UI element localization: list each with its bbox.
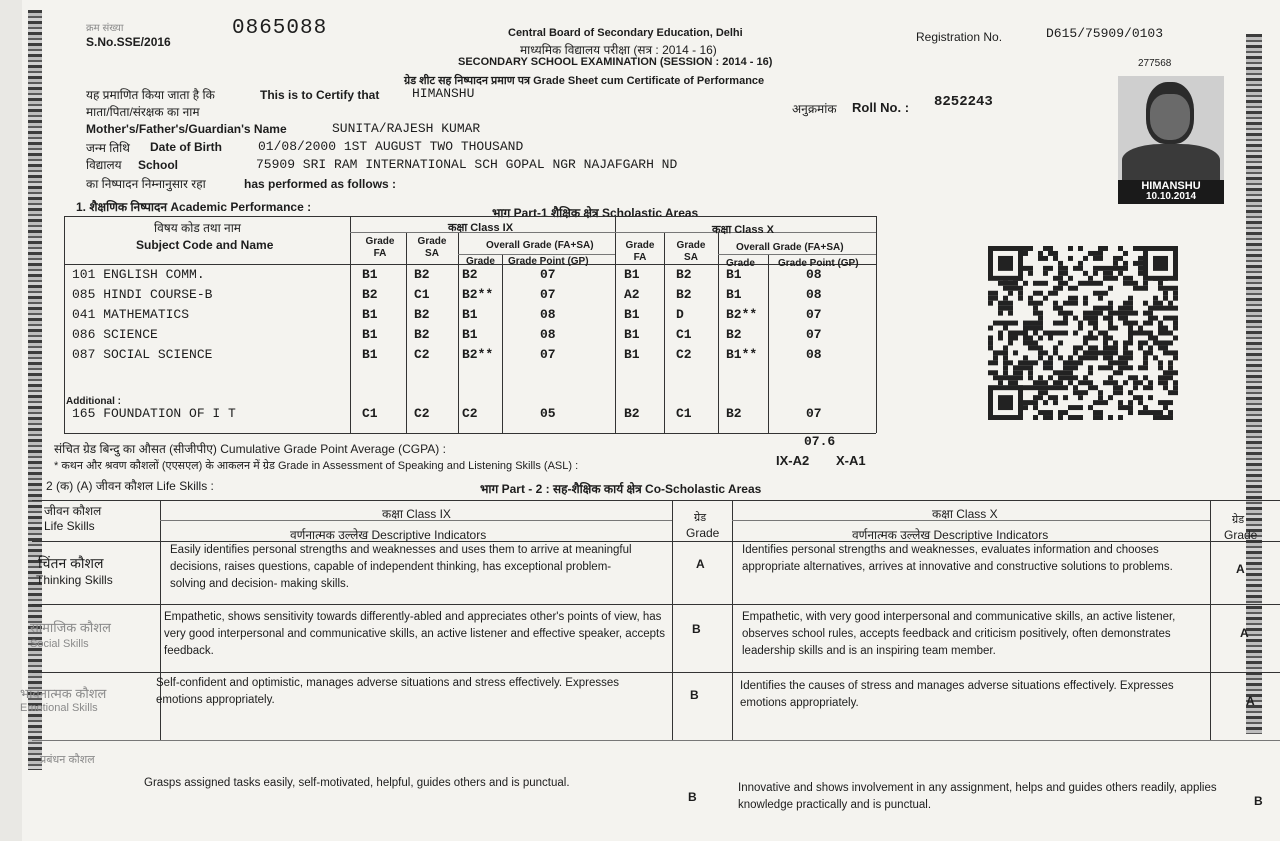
overall-header-x: Overall Grade (FA+SA) xyxy=(736,242,844,253)
part2-class-x-header: कक्षा Class X xyxy=(932,507,998,521)
school-label: School xyxy=(138,158,179,172)
class-ix-grade-point: 07 xyxy=(540,267,556,282)
thinking-skills-grade-ix: A xyxy=(696,557,705,571)
class-ix-overall-grade: B1 xyxy=(462,327,478,342)
class-ix-grade-fa: B1 xyxy=(362,347,378,362)
co-scholastic-heading: भाग Part - 2 : सह-शैक्षिक कार्य क्षेत्र Co-Scholastic Areas xyxy=(480,482,762,496)
part2-grade-x: Grade xyxy=(1224,528,1258,542)
class-x-overall-grade: B2 xyxy=(726,406,742,421)
class-ix-grade-sa: C1 xyxy=(414,287,430,302)
social-skills-hindi: सामाजिक कौशल xyxy=(30,620,111,635)
class-x-grade-fa: B2 xyxy=(624,406,640,421)
class-x-grade-sa: C2 xyxy=(676,347,692,362)
sheet-title: ग्रेड शीट सह निष्पादन प्रमाण पत्र Grade Sheet cum Certificate of Performance xyxy=(404,75,765,87)
class-ix-grade-fa: B1 xyxy=(362,267,378,282)
thinking-skills-desc-ix: Easily identifies personal strengths and weaknesses and uses them to arrive at meaningful decisions, raises questions, capable of independent thinking, has exceptional problem- solving and decision- making skills. xyxy=(170,544,632,590)
class-ix-grade-sa: B2 xyxy=(414,307,430,322)
registration-number: D615/75909/0103 xyxy=(1046,26,1164,41)
class-x-grade-point: 08 xyxy=(806,287,822,302)
certify-hindi: यह प्रमाणित किया जाता है कि xyxy=(86,88,215,102)
student-name: HIMANSHU xyxy=(412,86,475,101)
class-x-overall-grade: B1** xyxy=(726,347,758,362)
dob-hindi: जन्म तिथि xyxy=(86,141,130,155)
work-skills-desc-x: Innovative and shows involvement in any assignment, helps and guides others readily, applies knowledge practically and is punctual. xyxy=(738,782,1217,811)
serial-hindi-label: क्रम संख्या xyxy=(86,23,124,34)
small-number: 277568 xyxy=(1138,58,1172,69)
emotional-skills-label: Emotional Skills xyxy=(20,702,98,714)
life-skills-heading: 2 (क) (A) जीवन कौशल Life Skills : xyxy=(46,479,214,493)
class-ix-overall-grade: C2 xyxy=(462,406,478,421)
class-x-grade-fa: B1 xyxy=(624,327,640,342)
class-x-grade-sa: B2 xyxy=(676,267,692,282)
class-x-grade-point: 07 xyxy=(806,406,822,421)
grade-header-x: Grade xyxy=(726,258,755,269)
class-x-grade-fa: B1 xyxy=(624,307,640,322)
class-x-overall-grade: B1 xyxy=(726,287,742,302)
additional-label: Additional : xyxy=(66,396,121,407)
grade-fa-header-x: Grade FA xyxy=(625,240,655,263)
photo-caption-date: 10.10.2014 xyxy=(1145,191,1197,202)
performed-label: has performed as follows : xyxy=(244,177,397,191)
class-x-header: कक्षा Class X xyxy=(712,224,774,236)
part2-desc-header-x: वर्णनात्मक उल्लेख Descriptive Indicators xyxy=(852,528,1049,542)
date-of-birth: 01/08/2000 1ST AUGUST TWO THOUSAND xyxy=(258,139,524,154)
class-ix-grade-point: 08 xyxy=(540,327,556,342)
work-skills-grade-x: B xyxy=(1254,794,1263,808)
subject-name: 101 ENGLISH COMM. xyxy=(72,267,205,282)
social-skills-grade-ix: B xyxy=(692,622,701,636)
emotional-skills-desc-x: Identifies the causes of stress and manages adverse situations effectively. Expresses emotions appropriately. xyxy=(740,680,1174,709)
exam-name: SECONDARY SCHOOL EXAMINATION (SESSION : 2014 - 16) xyxy=(458,56,773,68)
class-x-grade-sa: D xyxy=(676,307,684,322)
subject-name: 086 SCIENCE xyxy=(72,327,158,342)
serial-label: S.No.SSE/2016 xyxy=(86,35,171,49)
work-skills-grade-ix: B xyxy=(688,790,697,804)
class-x-grade-sa: C1 xyxy=(676,327,692,342)
class-ix-grade-fa: B1 xyxy=(362,307,378,322)
asl-class-x: X-A1 xyxy=(836,453,866,468)
part2-desc-header-ix: वर्णनात्मक उल्लेख Descriptive Indicators xyxy=(290,528,487,542)
guardian-label: Mother's/Father's/Guardian's Name xyxy=(86,122,287,136)
asl-label: * कथन और श्रवण कौशलों (एएसएल) के आकलन में ग्रेड Grade in Assessment of Speaking and Listening Skills (ASL) : xyxy=(54,460,579,472)
gp-header-x: Grade Point (GP) xyxy=(778,258,859,269)
grade-sa-header-ix: Grade SA xyxy=(417,236,447,259)
subject-name: 165 FOUNDATION OF I T xyxy=(72,406,236,421)
student-photo xyxy=(1118,76,1224,204)
work-skills-desc-ix: Grasps assigned tasks easily, self-motivated, helpful, guides others and is punctual. xyxy=(144,777,570,789)
gp-header-ix: Grade Point (GP) xyxy=(508,256,589,267)
class-ix-overall-grade: B2** xyxy=(462,347,494,362)
class-ix-overall-grade: B2** xyxy=(462,287,494,302)
class-x-grade-point: 07 xyxy=(806,327,822,342)
part2-grade-hindi-ix: ग्रेड xyxy=(694,512,707,524)
board-name: Central Board of Secondary Education, Delhi xyxy=(508,27,743,39)
subject-header: Subject Code and Name xyxy=(136,238,274,252)
grade-header-ix: Grade xyxy=(466,256,495,267)
registration-label: Registration No. xyxy=(916,30,1003,44)
life-skills-hindi: जीवन कौशल xyxy=(44,504,102,518)
class-ix-grade-sa: B2 xyxy=(414,267,430,282)
part2-grade-hindi-x: ग्रेड xyxy=(1232,514,1245,526)
school-hindi: विद्यालय xyxy=(86,158,122,172)
roll-hindi: अनुक्रमांक xyxy=(792,102,837,116)
thinking-skills-hindi: चिंतन कौशल xyxy=(38,555,104,571)
thinking-skills-grade-x: A xyxy=(1236,562,1245,576)
scholastic-areas-heading: भाग Part-1 शैक्षिक क्षेत्र Scholastic Areas xyxy=(492,206,699,220)
roll-label: Roll No. : xyxy=(852,100,910,115)
social-skills-grade-x: A xyxy=(1240,626,1249,640)
school-name: 75909 SRI RAM INTERNATIONAL SCH GOPAL NGR NAJAFGARH ND xyxy=(256,157,678,172)
class-x-grade-sa: B2 xyxy=(676,287,692,302)
class-x-overall-grade: B1 xyxy=(726,267,742,282)
dob-label: Date of Birth xyxy=(150,140,222,154)
class-ix-grade-point: 05 xyxy=(540,406,556,421)
asl-class-ix: IX-A2 xyxy=(776,453,810,468)
class-ix-grade-fa: C1 xyxy=(362,406,378,421)
class-x-grade-sa: C1 xyxy=(676,406,692,421)
cgpa-value: 07.6 xyxy=(804,434,836,449)
social-skills-label: Social Skills xyxy=(30,638,89,650)
guardian-name: SUNITA/RAJESH KUMAR xyxy=(332,121,481,136)
subject-name: 085 HINDI COURSE-B xyxy=(72,287,213,302)
subject-header-hindi: विषय कोड तथा नाम xyxy=(154,221,241,235)
emotional-skills-grade-ix: B xyxy=(690,688,699,702)
class-ix-overall-grade: B1 xyxy=(462,307,478,322)
class-ix-grade-sa: C2 xyxy=(414,347,430,362)
part2-class-ix-header: कक्षा Class IX xyxy=(382,507,451,521)
grade-fa-header-ix: Grade FA xyxy=(365,236,395,259)
class-ix-header: कक्षा Class IX xyxy=(448,222,514,234)
serial-number: 0865088 xyxy=(232,17,328,40)
certify-label: This is to Certify that xyxy=(260,88,380,102)
faded-section-label: प्रबंधन कौशल xyxy=(40,754,95,766)
class-ix-grade-fa: B2 xyxy=(362,287,378,302)
emotional-skills-hindi: भावनात्मक कौशल xyxy=(20,686,107,701)
social-skills-desc-x: Empathetic, with very good interpersonal and communicative skills, an active listener, observes school rules, accepts feedback and criticism positively, often demonstrates leadership skills and is an inspiring team member. xyxy=(742,611,1176,657)
thinking-skills-label: Thinking Skills xyxy=(36,573,113,587)
photo-caption-name: HIMANSHU xyxy=(1141,180,1201,192)
exam-name-hindi: माध्यमिक विद्यालय परीक्षा (सत्र : 2014 - 16) xyxy=(520,43,717,57)
class-x-grade-fa: B1 xyxy=(624,267,640,282)
class-ix-grade-point: 08 xyxy=(540,307,556,322)
qr-code xyxy=(988,246,1178,420)
overall-header-ix: Overall Grade (FA+SA) xyxy=(486,240,594,251)
subject-name: 087 SOCIAL SCIENCE xyxy=(72,347,213,362)
class-ix-grade-point: 07 xyxy=(540,347,556,362)
life-skills-label: Life Skills xyxy=(44,519,95,533)
class-x-overall-grade: B2** xyxy=(726,307,758,322)
part2-grade-ix: Grade xyxy=(686,526,720,540)
emotional-skills-desc-ix: Self-confident and optimistic, manages adverse situations and stress effectively. Expresses emotions appropriately. xyxy=(156,677,619,706)
roll-number: 8252243 xyxy=(934,94,993,110)
class-ix-grade-point: 07 xyxy=(540,287,556,302)
cgpa-label: संचित ग्रेड बिन्दु का औसत (सीजीपीए) Cumulative Grade Point Average (CGPA) : xyxy=(54,442,446,456)
emotional-skills-grade-x: A xyxy=(1246,694,1255,708)
class-x-grade-point: 08 xyxy=(806,347,822,362)
academic-performance-heading: 1. शैक्षणिक निष्पादन Academic Performance : xyxy=(76,200,312,214)
class-x-overall-grade: B2 xyxy=(726,327,742,342)
guardian-hindi: माता/पिता/संरक्षक का नाम xyxy=(86,105,200,119)
class-x-grade-point: 07 xyxy=(806,307,822,322)
decorative-border-left xyxy=(28,10,42,770)
thinking-skills-desc-x: Identifies personal strengths and weaknesses, evaluates information and chooses appropriate alternatives, arrives at innovative and constructive solutions to problems. xyxy=(742,544,1173,573)
class-ix-grade-sa: B2 xyxy=(414,327,430,342)
class-ix-grade-fa: B1 xyxy=(362,327,378,342)
class-ix-grade-sa: C2 xyxy=(414,406,430,421)
class-ix-overall-grade: B2 xyxy=(462,267,478,282)
class-x-grade-fa: A2 xyxy=(624,287,640,302)
subject-name: 041 MATHEMATICS xyxy=(72,307,190,322)
grade-sa-header-x: Grade SA xyxy=(676,240,706,263)
social-skills-desc-ix: Empathetic, shows sensitivity towards differently-abled and appreciates other's points of view, has very good interpersonal and communicative skills, an active listener and effective speaker, accepts feedback. xyxy=(164,611,665,657)
class-x-grade-point: 08 xyxy=(806,267,822,282)
performed-hindi: का निष्पादन निम्नानुसार रहा xyxy=(86,177,206,191)
class-x-grade-fa: B1 xyxy=(624,347,640,362)
